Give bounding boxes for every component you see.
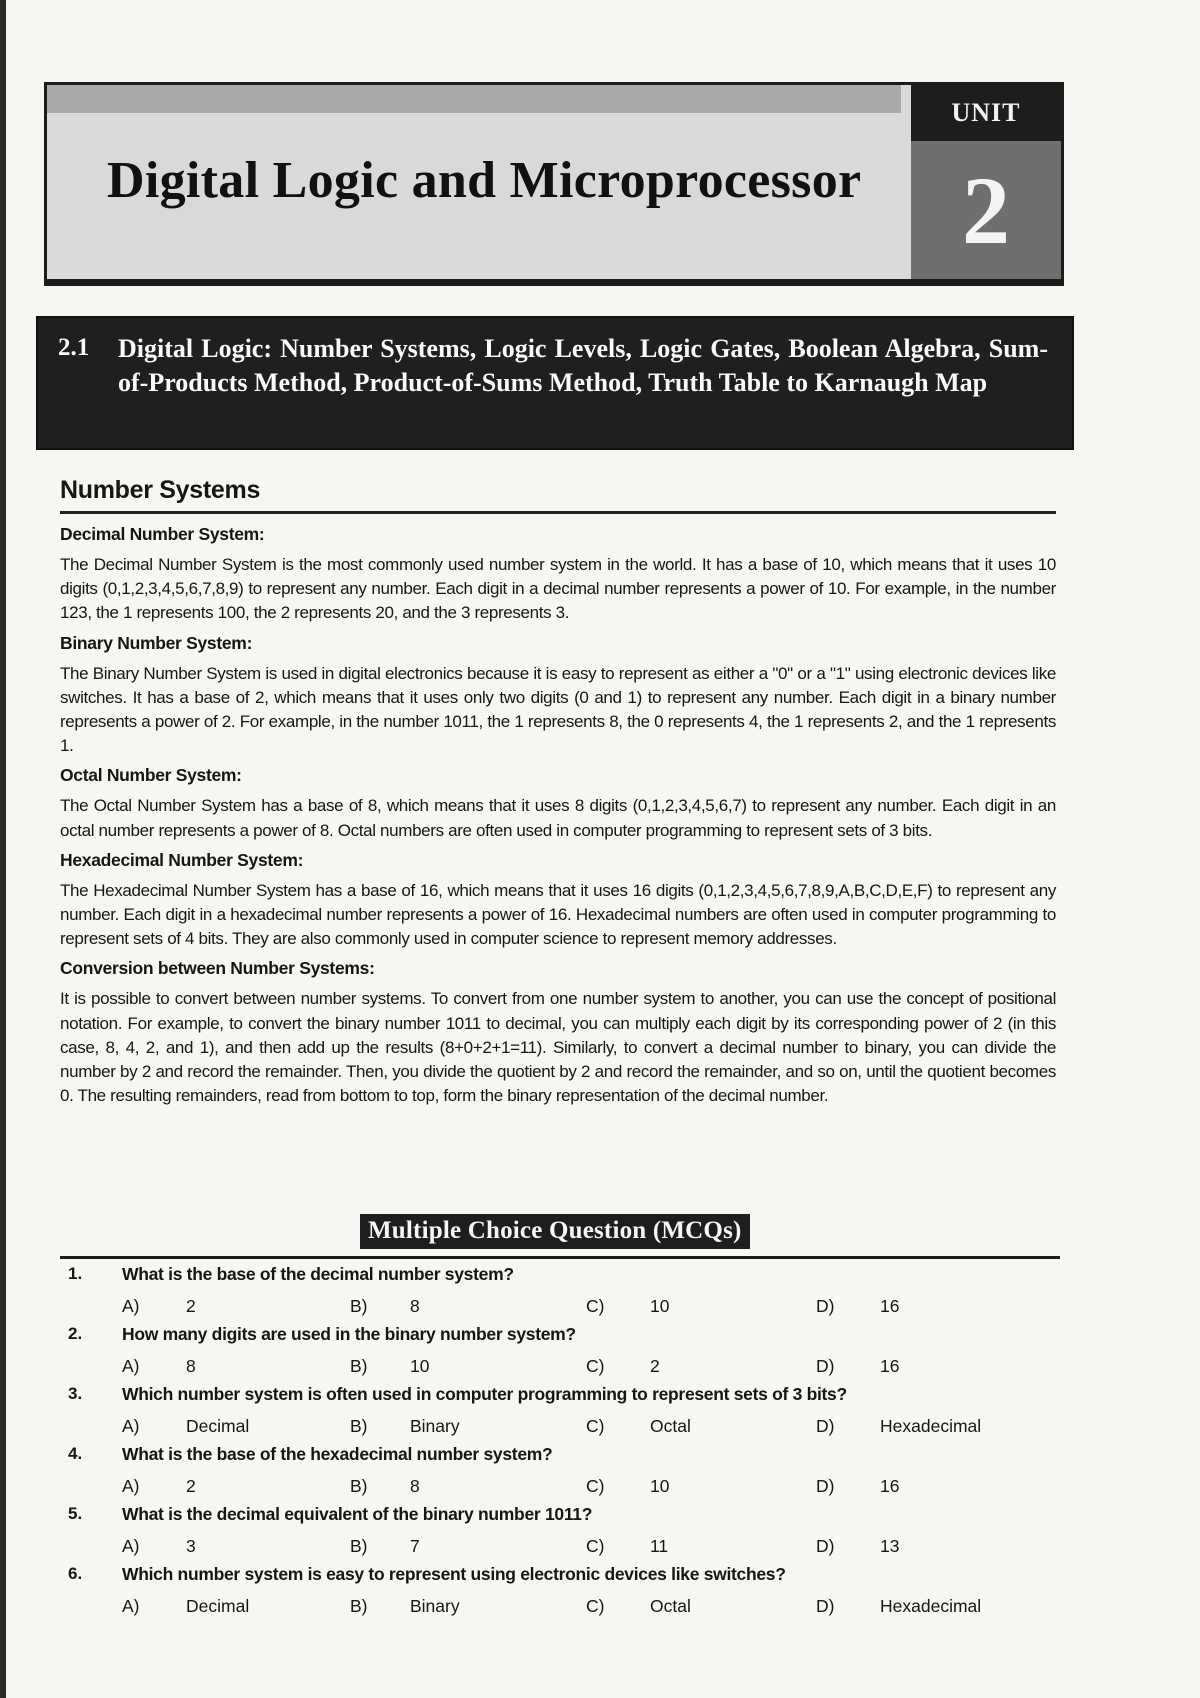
mcq-question — [60, 1444, 1060, 1504]
mcq-question — [60, 1564, 1060, 1624]
option-letter: A) — [122, 1296, 140, 1316]
mcq-question — [60, 1504, 1060, 1564]
option-letter: C) — [586, 1356, 605, 1376]
option-letter: C) — [586, 1296, 605, 1316]
question-number: 6. — [68, 1564, 83, 1583]
section-title: Digital Logic: Number Systems, Logic Levels, Logic Gates, Boolean Algebra, Sum-of-Products Method, Product-of-Sums Method, Truth Table to Karnaugh Map — [118, 334, 1048, 397]
mcq-question — [60, 1384, 1060, 1444]
number-systems-content — [60, 476, 1056, 1115]
option-value: 2 — [186, 1476, 196, 1496]
option-letter: B) — [350, 1476, 368, 1496]
unit-title: Digital Logic and Microprocessor — [107, 152, 862, 209]
mcq-list — [60, 1264, 1060, 1624]
subsection-heading: Conversion between Number Systems: — [60, 958, 375, 979]
question-text: Which number system is often used in computer programming to represent sets of 3 bits? — [122, 1384, 847, 1404]
option-letter: D) — [816, 1476, 835, 1496]
option-letter: C) — [586, 1536, 605, 1556]
unit-banner — [44, 82, 1064, 282]
option-value: 16 — [880, 1356, 900, 1376]
subsection-heading: Hexadecimal Number System: — [60, 849, 304, 870]
option-letter: B) — [350, 1356, 368, 1376]
page-edge — [0, 0, 6, 1698]
subsection-text: The Decimal Number System is the most commonly used number system in the world. It has a base of 10, which means that it uses 10 digits (0,1,2,3,4,5,6,7,8,9) to represent any number. Each digit in a decimal number represents a power of 10. For example, in the number 123, the 1 represents 100, the 2 represents 20, and the 3 represents 3. — [60, 555, 1056, 623]
option-letter: D) — [816, 1356, 835, 1376]
mcq-question — [60, 1324, 1060, 1384]
mcq-question — [60, 1264, 1060, 1324]
question-number: 1. — [68, 1264, 83, 1283]
subsection-heading: Binary Number System: — [60, 632, 253, 653]
subsection-heading: Decimal Number System: — [60, 524, 265, 544]
option-value: 8 — [410, 1296, 420, 1316]
question-text: What is the decimal equivalent of the binary number 1011? — [122, 1504, 593, 1524]
question-text: How many digits are used in the binary number system? — [122, 1324, 576, 1344]
option-letter: C) — [586, 1476, 605, 1496]
question-text: What is the base of the decimal number system? — [122, 1264, 514, 1284]
option-value: 10 — [650, 1476, 670, 1496]
option-value: Binary — [410, 1596, 460, 1616]
option-value: 3 — [186, 1536, 196, 1556]
subsection-heading: Octal Number System: — [60, 765, 242, 786]
mcq-heading: Multiple Choice Question (MCQs) — [360, 1214, 750, 1249]
option-value: Decimal — [186, 1416, 250, 1436]
option-letter: A) — [122, 1416, 140, 1436]
option-value: 2 — [650, 1356, 660, 1376]
option-value: 16 — [880, 1296, 900, 1316]
question-text: Which number system is easy to represent using electronic devices like switches? — [122, 1564, 786, 1584]
option-value: 11 — [650, 1536, 669, 1556]
section-header — [36, 316, 1074, 450]
banner-band — [47, 85, 901, 113]
option-letter: B) — [350, 1416, 368, 1436]
option-letter: C) — [586, 1596, 605, 1616]
subsection-text: The Octal Number System has a base of 8, which means that it uses 8 digits (0,1,2,3,4,5,6,7) to represent any number. Each digit in an octal number represents a power of 8. Octal numbers are often used in computer programming to represent sets of 3 bits. — [60, 796, 1056, 840]
subsection-text: The Binary Number System is used in digital electronics because it is easy to represent as either a "0" or a "1" using electronic devices like switches. It has a base of 2, which means that it uses only two digits (0 and 1) to represent any number. Each digit in a binary number represents a power of 2. For example, in the number 1011, the 1 represents 8, the 0 represents 4, the 1 represents 2, and the 1 represents 1. — [60, 663, 1056, 756]
mcq-heading-rule — [60, 1214, 1060, 1259]
number-systems-heading: Number Systems — [60, 476, 1056, 514]
subsection-text: The Hexadecimal Number System has a base of 16, which means that it uses 16 digits (0,1,2,3,4,5,6,7,8,9,A,B,C,D,E,F) to represent any number. Each digit in a hexadecimal number represents a power of 16. Hexadecimal numbers are often used in computer programming to represent sets of 4 bits. They are also commonly used in computer science to represent memory addresses. — [60, 880, 1056, 949]
option-value: 13 — [880, 1536, 900, 1556]
option-value: Hexadecimal — [880, 1416, 982, 1436]
option-value: Binary — [410, 1416, 460, 1436]
option-value: 7 — [410, 1536, 420, 1556]
option-letter: A) — [122, 1476, 140, 1496]
option-value: 8 — [410, 1476, 420, 1496]
unit-badge — [911, 85, 1061, 279]
option-letter: A) — [122, 1356, 140, 1376]
option-letter: B) — [350, 1596, 368, 1616]
question-number: 5. — [68, 1504, 83, 1523]
question-number: 2. — [68, 1324, 83, 1343]
option-value: 2 — [186, 1296, 196, 1316]
subsection-text: It is possible to convert between number systems. To convert from one number system to another, you can use the concept of positional notation. For example, to convert the binary number 1011 to decimal, you can multiply each digit by its corresponding power of 2 (in this case, 8, 4, 2, and 1), and then add up the results (8+0+2+1=11). Similarly, to convert a decimal number to binary, you can divide the number by 2 and record the remainder. Then, you divide the quotient by 2 and record the remainder, and so on, until the quotient becomes 0. The resulting remainders, read from bottom to top, form the binary representation of the decimal number. — [60, 989, 1056, 1106]
option-letter: C) — [586, 1416, 605, 1436]
option-value: Hexadecimal — [880, 1596, 982, 1616]
question-number: 4. — [68, 1444, 83, 1463]
option-value: 8 — [186, 1356, 196, 1376]
option-letter: D) — [816, 1416, 835, 1436]
section-number: 2.1 — [58, 334, 90, 361]
unit-number: 2 — [962, 156, 1010, 264]
option-value: 10 — [410, 1356, 430, 1376]
option-value: 10 — [650, 1296, 670, 1316]
question-number: 3. — [68, 1384, 83, 1403]
unit-label: UNIT — [911, 85, 1061, 141]
option-letter: D) — [816, 1536, 835, 1556]
option-letter: B) — [350, 1536, 368, 1556]
option-letter: A) — [122, 1536, 140, 1556]
option-value: Octal — [650, 1416, 691, 1436]
option-letter: B) — [350, 1296, 368, 1316]
option-value: 16 — [880, 1476, 900, 1496]
question-text: What is the base of the hexadecimal number system? — [122, 1444, 553, 1464]
option-letter: D) — [816, 1596, 835, 1616]
option-letter: D) — [816, 1296, 835, 1316]
option-value: Decimal — [186, 1596, 250, 1616]
option-letter: A) — [122, 1596, 140, 1616]
option-value: Octal — [650, 1596, 691, 1616]
